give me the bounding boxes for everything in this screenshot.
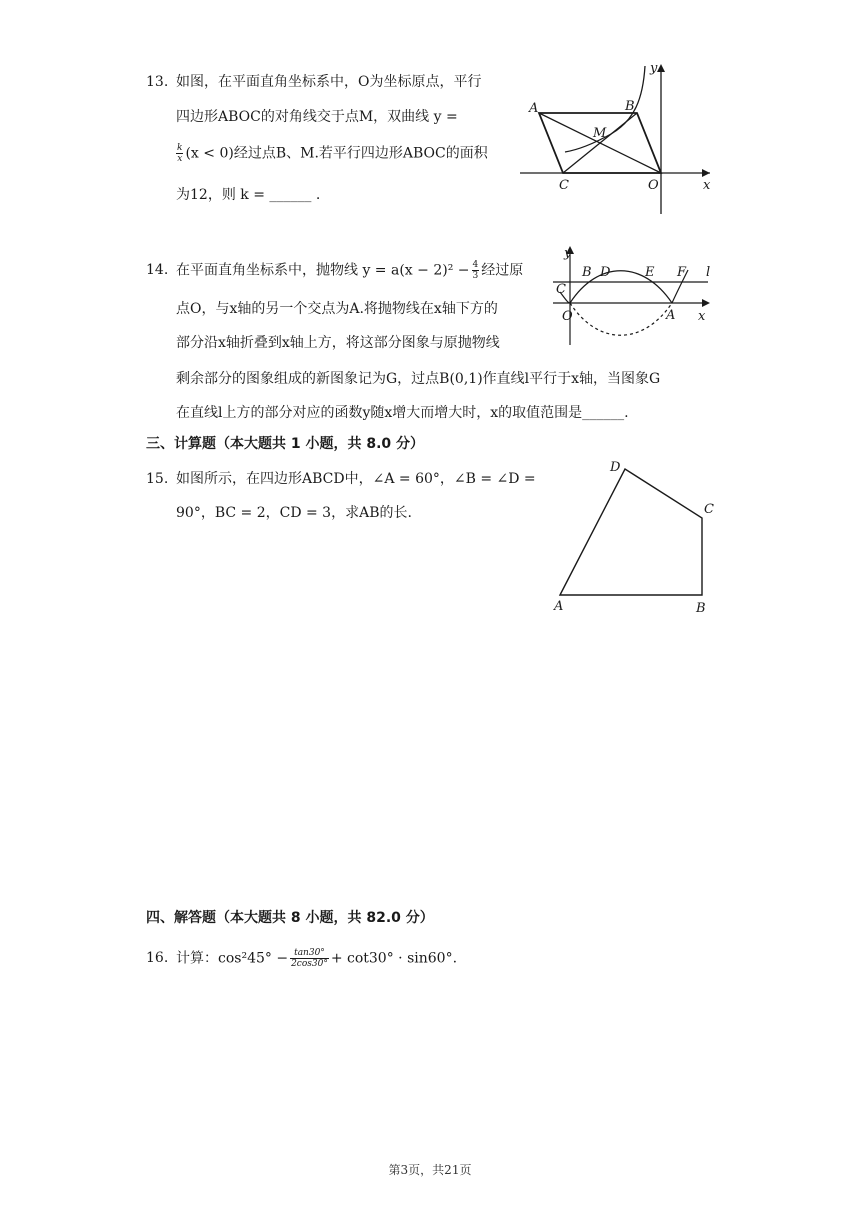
q16-prefix: 计算：cos²45° −: [176, 950, 289, 967]
q14-number: 14.: [146, 262, 169, 278]
q16-fraction: [290, 948, 329, 969]
q13-fraction: [176, 143, 183, 164]
q14-figure: [548, 240, 723, 350]
q13-line3: [174, 143, 488, 164]
q14-line1-a: 在平面直角坐标系中，抛物线 y = a(x − 2)² −: [176, 262, 470, 279]
q15-label-b: B: [696, 601, 706, 616]
q14-label-y: y: [564, 246, 572, 261]
q14-label-f: F: [677, 265, 687, 280]
q16-suffix: + cot30° · sin60°.: [330, 950, 458, 967]
q14-label-c: C: [556, 282, 566, 297]
q14-label-b: B: [582, 265, 592, 280]
q14-line5: 在直线l上方的部分对应的函数y随x增大而增大时，x的取值范围是______.: [176, 405, 629, 421]
q13-line3-text: (x < 0)经过点B、M.若平行四边形ABOC的面积: [185, 145, 488, 162]
q13-frac-num: k: [177, 143, 183, 153]
q16-frac-num: tan30°: [290, 948, 329, 959]
q13-label-x: x: [703, 178, 711, 193]
q14-line1: [176, 260, 523, 281]
q14-fraction: [472, 260, 480, 281]
q14-line4: 剩余部分的图象组成的新图象记为G，过点B(0,1)作直线l平行于x轴，当图象G: [176, 371, 661, 387]
q14-frac-den: 3: [472, 271, 479, 281]
q13-label-b: B: [625, 99, 635, 114]
q15-label-c: C: [704, 502, 714, 517]
q13-line4: 为12，则 k = ______ .: [176, 187, 321, 203]
q15-figure: [545, 455, 725, 620]
q13-label-y: y: [650, 61, 658, 76]
q16-number: 16.: [146, 950, 169, 966]
q13-line2: 四边形ABOC的对角线交于点M，双曲线 y =: [176, 109, 458, 125]
q14-label-d: D: [600, 265, 611, 280]
q14-line1-b: 经过原: [481, 262, 524, 279]
q15-line1: 如图所示，在四边形ABCD中，∠A = 60°，∠B = ∠D =: [176, 471, 536, 487]
q15-line2: 90°，BC = 2，CD = 3，求AB的长.: [176, 505, 412, 521]
q13-y-arrow: [657, 64, 665, 72]
q15-label-a: A: [554, 599, 564, 614]
q14-label-x: x: [698, 309, 706, 324]
q15-quadrilateral: [560, 469, 702, 595]
q13-label-c: C: [559, 178, 569, 193]
page-footer: 第3页，共21页: [388, 1163, 472, 1177]
q14-label-o: O: [562, 309, 573, 324]
q14-label-l: l: [706, 265, 711, 280]
q13-figure: [515, 58, 715, 218]
q16-line: [176, 948, 457, 969]
section-heading-solution: 四、解答题（本大题共 8 小题，共 82.0 分）: [146, 910, 434, 926]
q13-label-m: M: [593, 126, 607, 141]
q14-line3: 部分沿x轴折叠到x轴上方，将这部分图象与原抛物线: [176, 335, 500, 351]
q15-label-d: D: [610, 460, 621, 475]
q14-line2: 点O，与x轴的另一个交点为A.将抛物线在x轴下方的: [176, 301, 498, 317]
q13-line1: 如图，在平面直角坐标系中，O为坐标原点，平行: [176, 74, 482, 90]
q16-frac-den: 2cos30°: [291, 959, 328, 969]
q14-original-arc-dashed: [570, 303, 672, 335]
q13-frac-den: x: [177, 154, 183, 164]
q14-label-a: A: [666, 308, 676, 323]
section-heading-calculation: 三、计算题（本大题共 1 小题，共 8.0 分）: [146, 436, 425, 452]
q13-label-o: O: [648, 178, 659, 193]
q13-label-a: A: [529, 101, 539, 116]
q14-label-e: E: [645, 265, 655, 280]
q14-x-arrow: [702, 299, 710, 307]
q13-number: 13.: [146, 74, 169, 90]
q13-x-arrow: [702, 169, 710, 177]
q15-number: 15.: [146, 471, 169, 487]
q14-frac-num: 4: [472, 260, 479, 270]
